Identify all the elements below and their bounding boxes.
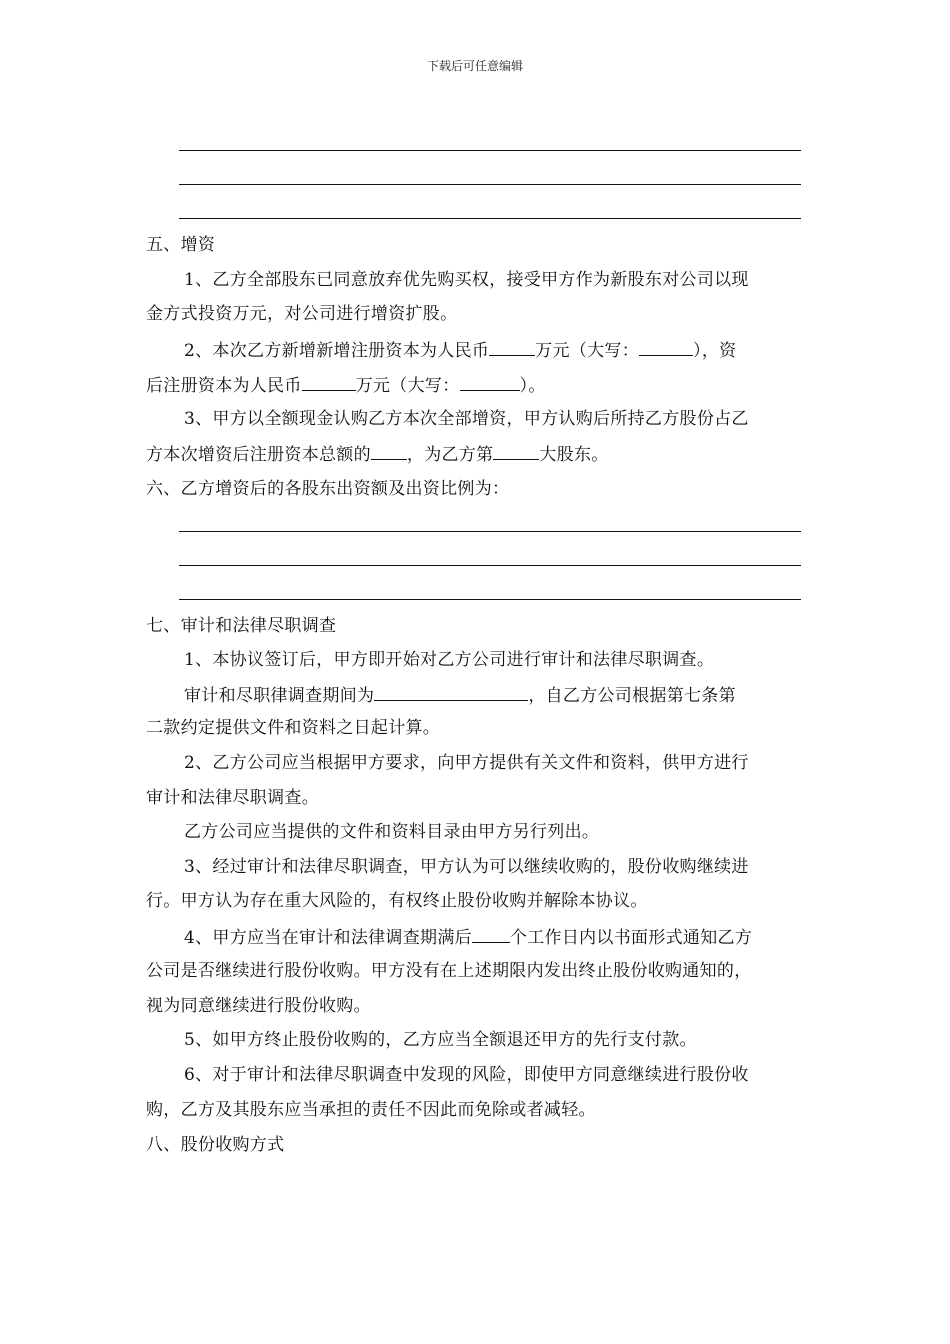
s7-p4-line2: 公司是否继续进行股份收购。甲方没有在上述期限内发出终止股份收购通知的， [146,961,752,981]
section-7-title: 七、审计和法律尽职调查 [146,616,337,636]
s7-p1b-line2: 二款约定提供文件和资料之日起计算。 [146,718,441,738]
fill-in-line [179,565,801,566]
fill-in-line [179,150,801,151]
section-6-title: 六、乙方增资后的各股东出资额及出资比例为： [146,479,510,499]
blank-amount [489,339,535,356]
s7-p4-line3: 视为同意继续进行股份收购。 [146,996,371,1016]
blank-amount-words [460,374,520,391]
s5-p2-line2 [146,374,546,396]
s7-p4-line1-a: 4、甲方应当在审计和法律调查期满后 [184,928,472,948]
s7-p2-line1: 2、乙方公司应当根据甲方要求，向甲方提供有关文件和资料，供甲方进行 [184,753,749,773]
s5-p3-line2-b: ，为乙方第 [406,445,494,465]
section-5-title: 五、增资 [146,235,216,255]
s5-p3-line2-c: 大股东。 [539,445,609,465]
s7-p1b-line1 [184,684,736,706]
s5-p3-line2-a: 方本次增资后注册资本总额的 [146,445,371,465]
s5-p2-line1-b: 万元（大写： [535,341,640,361]
s5-p2-line2-b: 万元（大写： [355,376,460,396]
blank-amount [302,374,356,391]
s7-p4-line1 [184,926,752,948]
s5-p1-line2: 金方式投资万元，对公司进行增资扩股。 [146,304,458,324]
s7-p2-line2: 审计和法律尽职调查。 [146,788,319,808]
s5-p2-line1 [184,339,736,361]
s7-p6-line1: 6、对于审计和法律尽职调查中发现的风险，即使甲方同意继续进行股份收 [184,1065,749,1085]
s7-p5: 5、如甲方终止股份收购的，乙方应当全额退还甲方的先行支付款。 [184,1030,697,1050]
s5-p3-line1: 3、甲方以全额现金认购乙方本次全部增资，甲方认购后所持乙方股份占乙 [184,409,749,429]
page-header: 下载后可任意编辑 [426,59,523,73]
blank-percent [371,443,407,460]
s5-p2-line1-c: ），资 [693,341,737,361]
fill-in-line [179,218,801,219]
s7-p1b-line1-b: ，自乙方公司根据第七条第 [528,686,736,706]
blank-amount-words [639,339,693,356]
s7-p6-line2: 购，乙方及其股东应当承担的责任不因此而免除或者减轻。 [146,1100,596,1120]
blank-period [374,684,528,701]
s7-p4-line1-b: 个工作日内以书面形式通知乙方 [509,928,753,948]
s5-p1-line1: 1、乙方全部股东已同意放弃优先购买权，接受甲方作为新股东对公司以现 [184,270,749,290]
s5-p3-line2 [146,443,609,465]
blank-days [472,926,510,943]
section-8-title: 八、股份收购方式 [146,1135,285,1155]
s7-p2b: 乙方公司应当提供的文件和资料目录由甲方另行列出。 [184,822,600,842]
s5-p2-line2-c: ）。 [519,376,546,396]
blank-rank [493,443,539,460]
s7-p1: 1、本协议签订后，甲方即开始对乙方公司进行审计和法律尽职调查。 [184,650,715,670]
s7-p3-line2: 行。甲方认为存在重大风险的，有权终止股份收购并解除本协议。 [146,891,648,911]
fill-in-line [179,599,801,600]
s7-p3-line1: 3、经过审计和法律尽职调查，甲方认为可以继续收购的，股份收购继续进 [184,857,749,877]
s5-p2-line2-a: 后注册资本为人民币 [146,376,302,396]
s5-p2-line1-a: 2、本次乙方新增新增注册资本为人民币 [184,341,490,361]
fill-in-line [179,531,801,532]
s7-p1b-line1-a: 审计和尽职律调查期间为 [184,686,375,706]
fill-in-line [179,184,801,185]
